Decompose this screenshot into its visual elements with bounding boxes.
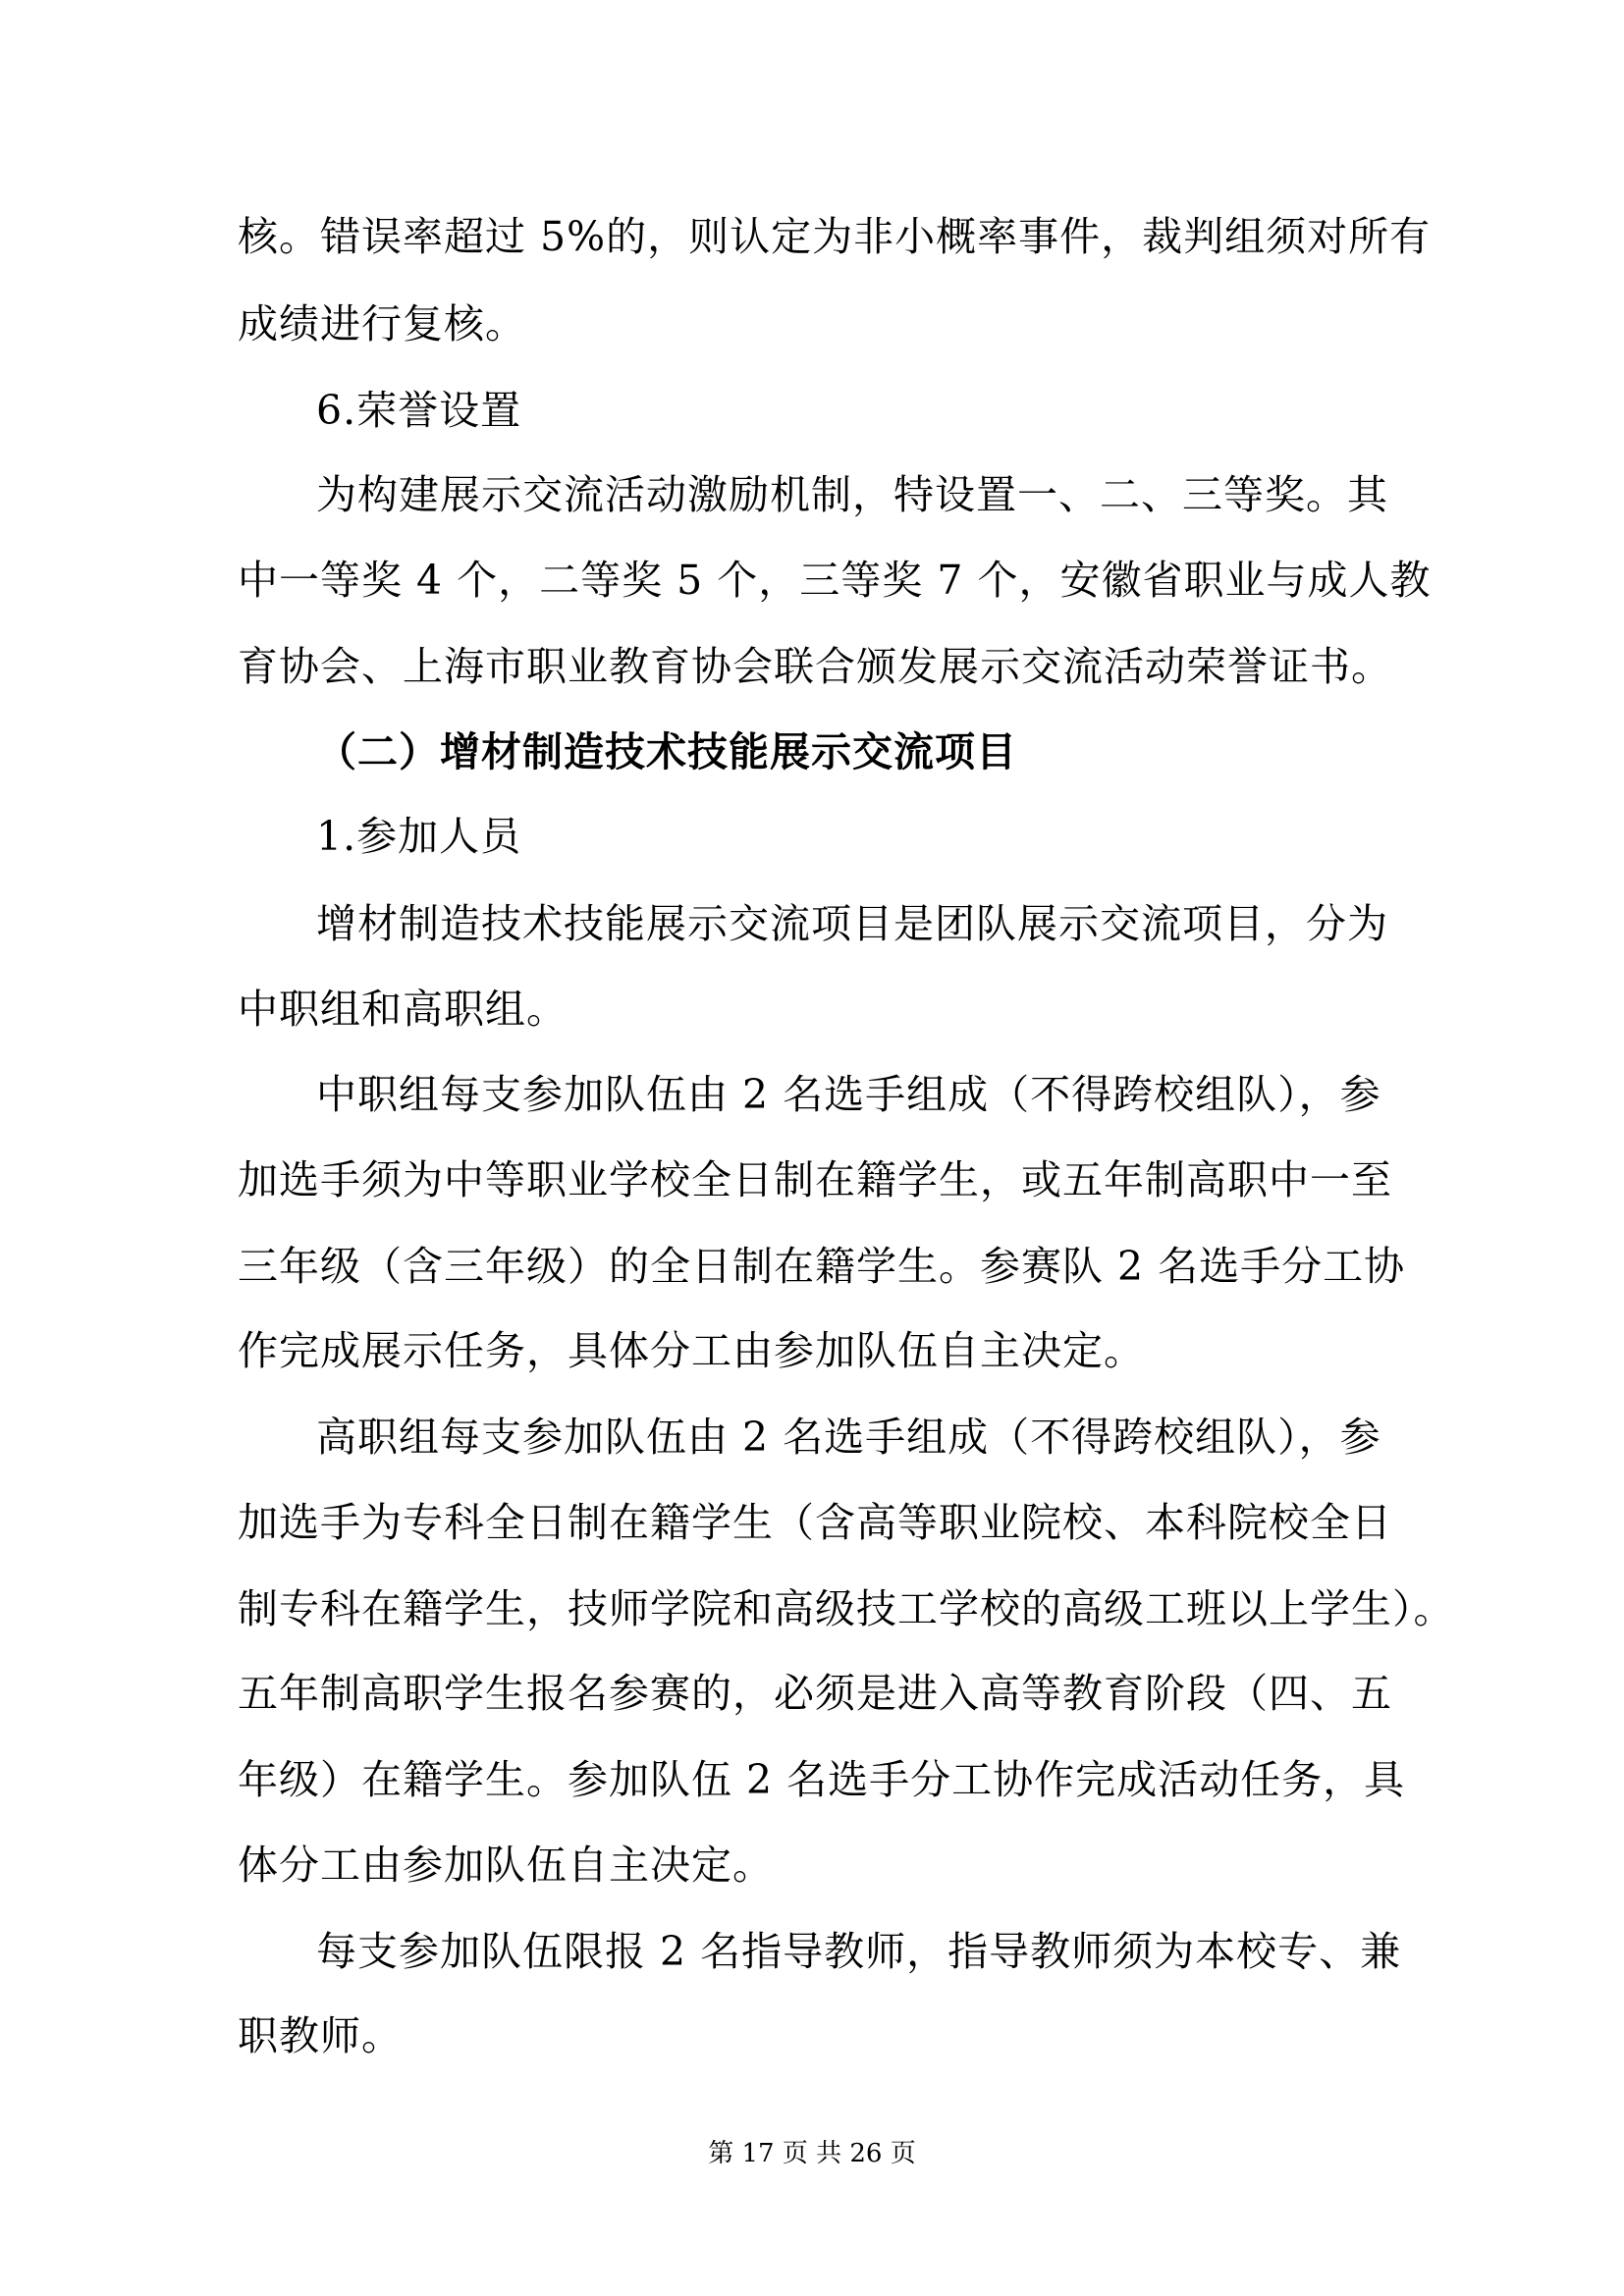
body-text-line: 每支参加队伍限报 2 名指导教师，指导教师须为本校专、兼 xyxy=(316,1928,1402,1975)
body-text-line: 中职组每支参加队伍由 2 名选手组成（不得跨校组队），参 xyxy=(316,1071,1381,1118)
body-text-line: 职教师。 xyxy=(238,2012,403,2059)
body-text-line: 体分工由参加队伍自主决定。 xyxy=(238,1842,774,1889)
body-text-line: 增材制造技术技能展示交流项目是团队展示交流项目，分为 xyxy=(316,900,1388,947)
section-subtitle-participants: 1.参加人员 xyxy=(316,813,522,860)
body-text-line: 五年制高职学生报名参赛的，必须是进入高等教育阶段（四、五 xyxy=(238,1670,1392,1717)
body-text-line: 核。错误率超过 5%的，则认定为非小概率事件，裁判组须对所有 xyxy=(238,213,1432,260)
body-text-line: 高职组每支参加队伍由 2 名选手组成（不得跨校组队），参 xyxy=(316,1414,1381,1461)
body-text-line: 加选手须为中等职业学校全日制在籍学生，或五年制高职中一至 xyxy=(238,1156,1392,1203)
body-text-line: 作完成展示任务，具体分工由参加队伍自主决定。 xyxy=(238,1327,1145,1374)
section-subtitle-honors: 6.荣誉设置 xyxy=(316,387,522,434)
body-text-line: 年级）在籍学生。参加队伍 2 名选手分工协作完成活动任务，具 xyxy=(238,1756,1406,1803)
body-text-line: 加选手为专科全日制在籍学生（含高等职业院校、本科院校全日 xyxy=(238,1499,1392,1546)
body-text-line: 三年级（含三年级）的全日制在籍学生。参赛队 2 名选手分工协 xyxy=(238,1243,1406,1290)
body-text-line: 制专科在籍学生，技师学院和高级技工学校的高级工班以上学生）。 xyxy=(238,1585,1455,1632)
section-heading: （二）增材制造技术技能展示交流项目 xyxy=(316,728,1017,775)
body-text-line: 中一等奖 4 个，二等奖 5 个，三等奖 7 个，安徽省职业与成人教 xyxy=(238,557,1432,604)
body-text-line: 为构建展示交流活动激励机制，特设置一、二、三等奖。其 xyxy=(316,471,1388,518)
body-text-line: 成绩进行复核。 xyxy=(238,300,526,347)
page-number-footer: 第 17 页 共 26 页 xyxy=(708,2139,916,2168)
body-text-line: 育协会、上海市职业教育协会联合颁发展示交流活动荣誉证书。 xyxy=(238,643,1392,690)
body-text-line: 中职组和高职组。 xyxy=(238,986,568,1033)
